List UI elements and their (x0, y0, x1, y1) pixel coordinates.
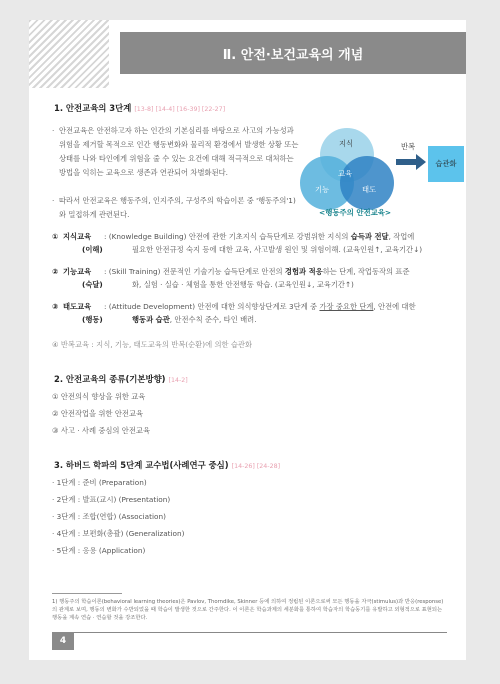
item-emphasis: 행동과 습관 (132, 315, 170, 324)
item-underline: 가장 중요한 단계 (319, 302, 374, 311)
list-item: ③ 사고 · 사례 중심의 안전교육 (52, 426, 150, 435)
list-item: · 5단계 : 응용 (Application) (52, 546, 146, 555)
list-item: · 4단계 : 보편화(총괄) (Generalization) (52, 529, 185, 538)
arrow-right-icon (396, 154, 426, 170)
list-item: · 2단계 : 발표(교시) (Presentation) (52, 495, 171, 504)
item-text: , 안전에 대한 (373, 302, 416, 311)
footnote-divider (52, 593, 122, 594)
chapter-banner (120, 32, 466, 74)
intro-paragraph-1 (52, 124, 302, 180)
repeat-education-item: ④ 반복교육 : 지식, 기능, 태도교육의 반복(순환)에 의한 습관화 (52, 340, 253, 349)
bullet-dot: · (52, 126, 55, 135)
section-3-heading (54, 459, 280, 471)
repeat-label: 반복 (401, 142, 416, 151)
list-item: · 1단계 : 준비 (Preparation) (52, 478, 147, 487)
footnote: 1) 행동주의 학습이론(behavioral learning theories)은 Pavlov, Thorndike, Skinner 등에 의하여 정립된 이론으로써 모든 행동을 자극(stimulus)과 반응(response)의 관계로 보며, 행동의 변화가 수반되었을 때 학습이 발생한 것으로 간주한다. 이 이론은 학습과제의 세분화를 통하여 학습자의 학습동기를 유발하고 외형적으로 표현되는 행동을 계속 연습 · 연습할 것을 강조한다. (52, 599, 444, 621)
venn-label-education: 교육 (338, 169, 353, 178)
list-item: ② 안전작업을 위한 안전교육 (52, 409, 144, 418)
section-3-title: 3. 하버드 학파의 5단계 교수법(사례연구 중심) (54, 460, 229, 470)
item-number: ① (52, 232, 59, 241)
section-3-refs: [14-26] [24-28] (231, 463, 281, 470)
item-text: : (Skill Training) 전문적인 기술기능 습득단계로 안전의 (104, 267, 285, 276)
item-line-1 (104, 230, 452, 243)
item-line-1 (104, 265, 452, 278)
list-item: · 3단계 : 조합(연합) (Association) (52, 512, 166, 521)
venn-caption: <행동주의 안전교육> (319, 208, 392, 217)
habit-box (428, 146, 464, 182)
item-sublabel: (숙달) (82, 280, 103, 289)
page-number: 4 (52, 632, 74, 650)
intro-text-2: 따라서 안전교육은 행동주의, 인지주의, 구성주의 학습이론 중 '행동주의'1)와 밀접하게 관련된다. (59, 196, 296, 219)
item-text: 하는 단계, 작업동작의 표준 (322, 267, 410, 276)
venn-label-attitude: 태도 (362, 185, 377, 194)
item-number: ② (52, 267, 59, 276)
item-text: , 안전수칙 준수, 타인 배려. (169, 315, 257, 324)
item-sublabel: (이해) (82, 245, 103, 254)
item-label: 기능교육 (63, 267, 92, 276)
banner-title: Ⅱ. 안전·보건교육의 개념 (222, 47, 364, 63)
item-label: 태도교육 (63, 302, 92, 311)
item-line-1 (104, 300, 452, 313)
habit-label: 습관화 (435, 159, 457, 168)
item-line-2: 필요한 안전규정 숙지 등에 대한 교육, 사고발생 원인 및 위험이해. (교육인원↑, 교육기간↓) (132, 245, 423, 254)
venn-label-knowledge: 지식 (339, 139, 354, 148)
venn-label-skill: 기능 (315, 185, 330, 194)
item-label: 지식교육 (63, 232, 92, 241)
item-text: : (Attitude Development) 안전에 대한 의식향상단계로 3단계 중 (104, 302, 320, 311)
section-1-heading (54, 102, 225, 114)
section-2-heading (54, 373, 188, 385)
attitude-circle (340, 156, 394, 210)
item-text: , 작업에 (388, 232, 415, 241)
section-1-refs: [13-8] [14-4] [16-39] [22-27] (134, 106, 226, 113)
item-emphasis: 습득과 전달 (350, 232, 389, 241)
decorative-stripes (29, 20, 109, 88)
bullet-dot: · (52, 196, 55, 205)
item-number: ③ (52, 302, 59, 311)
section-1-title: 1. 안전교육의 3단계 (54, 103, 132, 113)
item-sublabel: (행동) (82, 315, 103, 324)
item-line-2: 화, 실험 · 실습 · 체험을 통한 안전행동 학습. (교육인원↓, 교육기간↑) (132, 280, 354, 289)
item-emphasis: 경험과 적응 (284, 267, 323, 276)
intro-paragraph-2 (52, 194, 302, 222)
item-line-2 (132, 313, 452, 326)
item-text: : (Knowledge Building) 안전에 관한 기초지식 습득단계로 강범위한 지식의 (104, 232, 351, 241)
list-item: ① 안전의식 향상을 위한 교육 (52, 392, 146, 401)
page-number-rule (52, 632, 447, 633)
section-2-title: 2. 안전교육의 종류(기본방향) (54, 374, 166, 384)
intro-text-1: 안전교육은 안전하고자 하는 인간의 기본심리를 바탕으로 사고의 가능성과 위험을 제거할 목적으로 인간 행동변화와 물리적 환경에서 발생한 상황 또는 상태를 나와 타인에게 위험을 줄 수 있는 요건에 대해 적극적으로 대처하는 방법을 익히는 교육으로 생존과 연관되어 차별화된다. (59, 126, 299, 177)
section-2-refs: [14-2] (168, 377, 188, 384)
